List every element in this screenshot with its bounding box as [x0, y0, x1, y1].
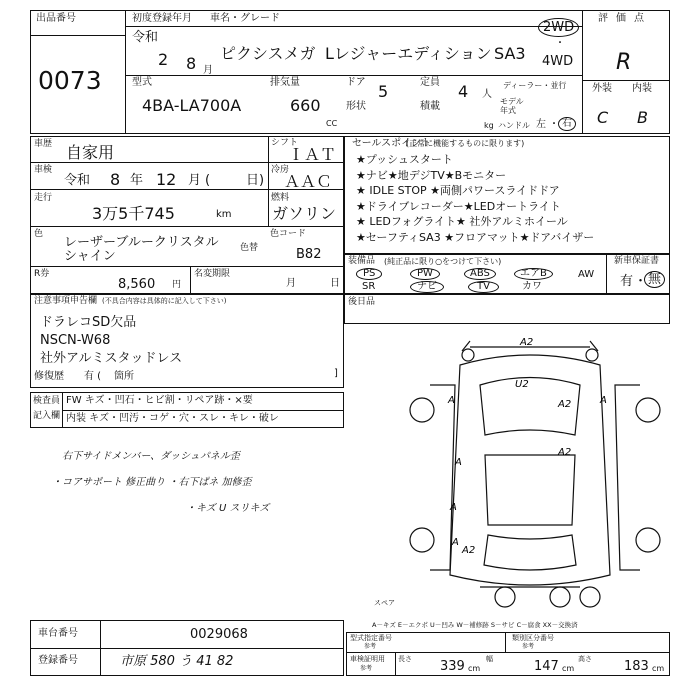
- inspector-label-2: 記入欄: [33, 411, 61, 421]
- inspection-day-unit: 日): [246, 173, 265, 188]
- lot-label: 出品番号: [36, 13, 76, 24]
- height-unit: cm: [652, 664, 665, 673]
- drive-4wd: 4WD: [542, 54, 574, 69]
- transfer-day: 日: [330, 278, 340, 289]
- damage-mark: A: [448, 395, 455, 406]
- color-line1: レーザーブルークリスタル: [64, 235, 219, 250]
- repair-label: 修復歴: [34, 371, 64, 382]
- warranty-yes: 有: [620, 274, 634, 289]
- drive-dot: ・: [555, 38, 565, 49]
- chassis-label: 車台番号: [38, 628, 78, 639]
- warranty-no: 無: [644, 271, 665, 288]
- door-count: 5: [378, 82, 389, 101]
- grade-code: SA3: [494, 44, 526, 63]
- reg-year: 2: [158, 50, 169, 69]
- name-label: 車名・グレード: [210, 13, 280, 24]
- equipment-label: 装備品: [348, 256, 376, 266]
- width-value: 147: [534, 659, 559, 674]
- int-label: 内装: [632, 83, 652, 94]
- cert-label: 車検証明用: [350, 655, 385, 663]
- rear-label: 後日品: [348, 297, 376, 307]
- damage-mark: A: [452, 537, 459, 548]
- handle-sep: ・: [549, 119, 559, 130]
- width-label: 幅: [486, 655, 493, 663]
- kg-unit: kg: [484, 121, 494, 130]
- inspection-year: 8: [110, 170, 121, 189]
- fuel-value: ガソリン: [272, 204, 337, 223]
- width-unit: cm: [562, 664, 575, 673]
- equip-ps: PS: [356, 268, 382, 280]
- model-code: 4BA-LA700A: [142, 96, 242, 115]
- damage-mark: A2: [558, 447, 572, 458]
- sales-point-line: ★ LEDフォグライト★ 社外アルミホイール: [356, 215, 568, 228]
- notes-label: 注意事項申告欄: [34, 296, 98, 306]
- color-code-label: 色コード: [270, 229, 307, 239]
- transfer-label: 名変期限: [194, 269, 231, 279]
- capacity: 4: [458, 82, 469, 101]
- ext-label: 外装: [592, 83, 612, 94]
- dealer-label: ディーラー・並行: [503, 81, 567, 90]
- fuel-label: 燃料: [271, 193, 290, 203]
- length-unit: cm: [468, 664, 481, 673]
- cc-unit: CC: [326, 119, 338, 128]
- drive-2wd: 2WD: [538, 18, 579, 37]
- damage-mark: U2: [515, 379, 529, 390]
- inspector-label-1: 検査員: [33, 396, 61, 406]
- type-no-ref: 参考: [364, 643, 377, 650]
- transfer-month: 月: [286, 278, 296, 289]
- height-label: 高さ: [578, 655, 592, 663]
- spare-label: スペア: [374, 599, 395, 607]
- equip-aw: AW: [578, 269, 595, 280]
- shift-value: ＩＡＴ: [288, 145, 337, 164]
- type-no-label: 型式指定番号: [350, 634, 392, 642]
- color-line2: シャイン: [64, 249, 116, 264]
- hand-note-3: ・キズ U スリキズ: [186, 503, 270, 514]
- equip-tv: TV: [468, 281, 499, 293]
- height-value: 183: [624, 659, 649, 674]
- recycle-value: 8,560: [118, 277, 156, 292]
- load-label: 積載: [420, 101, 440, 112]
- inspection-year-unit: 年: [130, 173, 144, 188]
- color-change-label: 色替: [240, 243, 259, 253]
- damage-mark: A2: [558, 399, 572, 410]
- inspection-month-unit: 月: [188, 173, 202, 188]
- shape-label: 形状: [346, 101, 366, 112]
- door-label: ドア: [346, 77, 366, 88]
- rear-panel: [344, 294, 670, 324]
- repair-place: 箇所: [114, 371, 134, 382]
- sales-point-line: ★プッシュスタート: [356, 153, 453, 166]
- history-value: 自家用: [66, 143, 115, 162]
- equip-sr: SR: [362, 281, 376, 292]
- cert-ref: 参考: [360, 665, 373, 672]
- equip-abs: ABS: [464, 268, 496, 280]
- inspector-fw-line: FW キズ・凹石・ヒビ割・リペア跡・×要: [66, 395, 253, 406]
- handle-left: 左: [536, 119, 546, 130]
- displacement: 660: [290, 96, 321, 115]
- reg-era: 令和: [132, 30, 159, 45]
- int-score: B: [637, 108, 648, 127]
- class-ref: 参考: [522, 643, 535, 650]
- damage-mark: A: [455, 457, 462, 468]
- sales-point-line: ★ナビ★地デジTV★Bモニター: [356, 168, 507, 182]
- damage-legend: A－キズ E－エクボ U－凹み W－補修跡 S－サビ C－腐食 XX－交換済: [372, 621, 578, 629]
- sales-point-line: ★セーフティSA3 ★フロアマット★ドアバイザー: [356, 230, 595, 244]
- sales-point-line: ★ IDLE STOP ★両側パワースライドドア: [356, 184, 560, 197]
- equip-leather: カワ: [522, 281, 542, 292]
- equip-navi: ナビ: [410, 281, 444, 293]
- inspection-era: 令和: [64, 173, 91, 188]
- history-label: 車歴: [34, 139, 53, 149]
- car-damage-diagram: [400, 325, 670, 615]
- plate-number: 市原 580 う 41 82: [120, 654, 234, 669]
- ext-score: C: [597, 108, 609, 127]
- note-line-1: ドラレコSD欠品: [40, 315, 137, 330]
- warranty-sep: ・: [634, 274, 648, 289]
- eval-label: 評価点: [598, 13, 652, 24]
- disp-label: 排気量: [270, 77, 300, 88]
- recycle-yen: 円: [172, 280, 182, 290]
- damage-mark: A: [450, 502, 457, 513]
- inspection-day-open: (: [205, 173, 211, 188]
- plate-label: 登録番号: [38, 655, 78, 666]
- ac-label: 冷房: [271, 165, 290, 175]
- equipment-note: (純正品に限り○をつけて下さい): [384, 257, 502, 266]
- damage-mark: A2: [520, 337, 534, 348]
- repair-value: 有 (: [84, 371, 102, 382]
- model-label: 型式: [132, 77, 152, 88]
- reg-month-unit: 月: [203, 65, 213, 76]
- class-label: 類別区分番号: [512, 634, 554, 642]
- capacity-unit: 人: [482, 89, 492, 100]
- sales-label: セールスポイント: [352, 138, 432, 149]
- inspector-int-line: 内装 キズ・凹汚・コゲ・穴・スレ・キレ・破レ: [66, 413, 279, 424]
- notes-sub: (不具合内容は具体的に記入して下さい): [102, 297, 227, 305]
- shift-label: シフト: [271, 138, 299, 148]
- lot-number: 0073: [38, 66, 102, 95]
- handle-right: 右: [558, 117, 576, 131]
- color-code: B82: [296, 247, 322, 262]
- note-line-2: NSCN-W68: [40, 333, 111, 348]
- length-value: 339: [440, 659, 465, 674]
- eval-score: R: [616, 50, 632, 75]
- sales-point-line: ★ドライブレコーダー★LEDオートライト: [356, 199, 561, 213]
- recycle-label: R券: [34, 269, 50, 279]
- mileage-value: 3万5千745: [92, 204, 175, 223]
- mileage-label: 走行: [34, 193, 53, 203]
- color-label: 色: [34, 229, 44, 239]
- equip-airbag: エアB: [514, 268, 553, 280]
- car-name: ピクシスメガ: [220, 44, 316, 63]
- reg-month: 8: [186, 54, 197, 73]
- chassis-number: 0029068: [190, 627, 248, 642]
- reg-label: 初度登録年月: [132, 13, 192, 24]
- ac-value: ＡＡＣ: [284, 172, 333, 191]
- capacity-label: 定員: [420, 77, 440, 88]
- handle-label: ハンドル: [498, 121, 530, 130]
- inspection-label: 車検: [34, 165, 53, 175]
- damage-mark: A: [600, 395, 607, 406]
- model-year-label: モデル 年式: [500, 97, 524, 115]
- equip-pw: PW: [410, 268, 440, 280]
- car-grade: Lレジャーエディション: [325, 44, 492, 63]
- sales-note: (正常に機能するものに限ります): [406, 139, 525, 148]
- damage-mark: A2: [462, 545, 476, 556]
- km-unit: km: [216, 209, 232, 220]
- length-label: 長さ: [398, 655, 412, 663]
- note-line-3: 社外アルミスタッドレス: [40, 351, 183, 366]
- inspection-month: 12: [156, 170, 177, 189]
- hand-note-1: 右下サイドメンバー、ダッシュパネル歪: [62, 451, 240, 462]
- warranty-label: 新車保証書: [614, 256, 660, 266]
- repair-close: ]: [334, 368, 338, 379]
- hand-note-2: ・コアサポート 修正曲り ・右下ぱネ 加修歪: [52, 477, 252, 488]
